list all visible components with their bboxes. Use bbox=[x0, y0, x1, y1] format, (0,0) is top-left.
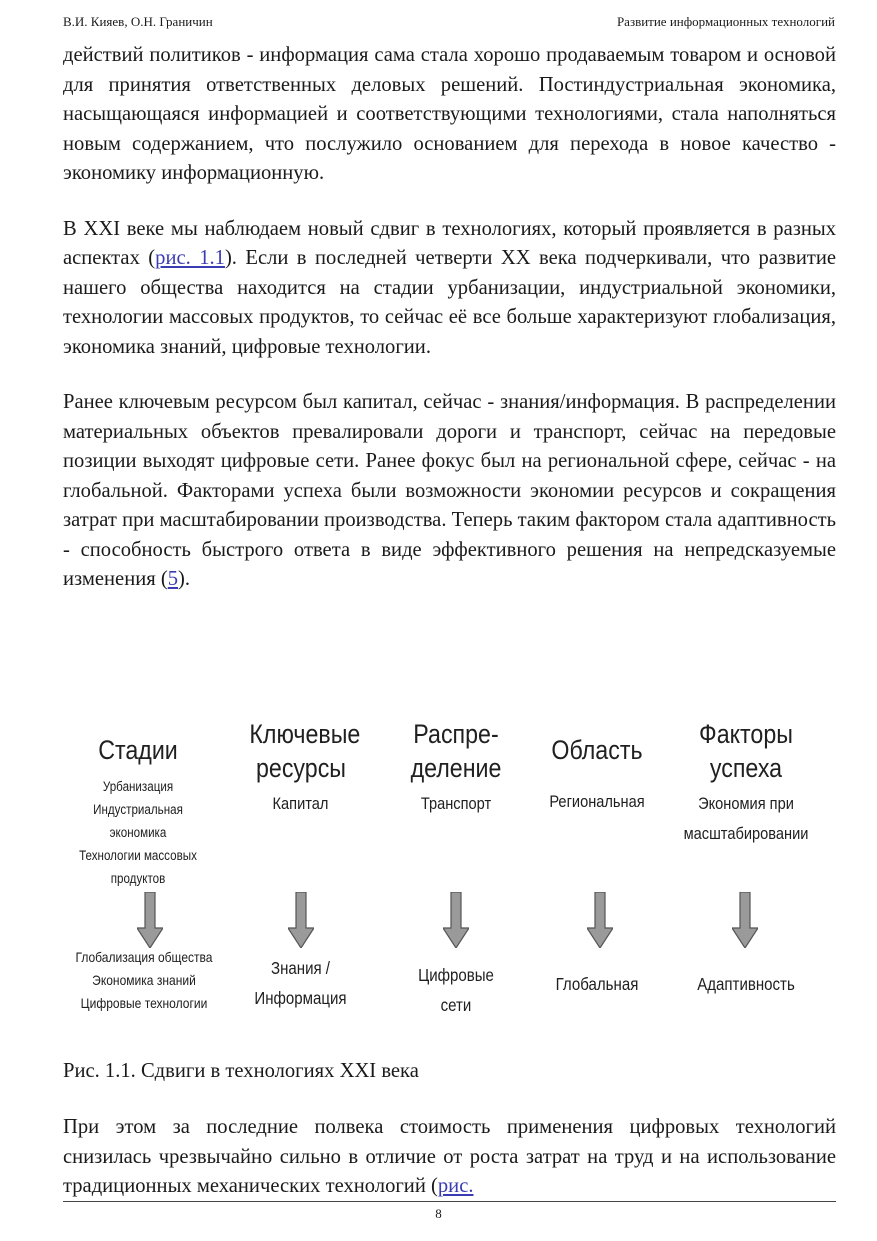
column-heading: Факторы успеха bbox=[699, 719, 793, 783]
paragraph-1: действий политиков - информация сама стала хорошо продаваемым товаром и основой для принятия ответственных деловых решений. Постиндустриальная экономика, насыщающаяся информацией и соответствующими технологиями, стала наполняться новым содержанием, что послужило основанием для перехода в новое качество - экономику информационную. bbox=[63, 44, 836, 184]
column-before-items: Экономия при масштабировании bbox=[683, 794, 809, 843]
paragraph-2: В XXI веке мы наблюдаем новый сдвиг в технологиях, который проявляется в разных аспектах (рис. 1.1). Если в последней четверти XX века подчеркивали, что развитие нашего общества находится на стадии урбанизации, индустриальной экономики, технологии массовых продуктов, то сейчас её все больше характеризуют глобализация, экономика знаний, цифровые технологии. bbox=[63, 217, 837, 358]
figure-reference-link[interactable]: рис. bbox=[437, 1175, 474, 1197]
down-arrow-icon bbox=[587, 892, 613, 948]
figure-column-stages bbox=[63, 705, 213, 1011]
figure-column-distribution bbox=[391, 705, 521, 1015]
figure-column-resources bbox=[223, 705, 378, 1008]
paragraph-4: При этом за последние полвека стоимость применения цифровых технологий снизилась чрезвычайно сильно в отличие от роста затрат на труд и на использование традиционных механических технологий (рис. bbox=[63, 1116, 836, 1197]
down-arrow-icon bbox=[288, 892, 314, 948]
column-before-items: Капитал bbox=[272, 794, 329, 813]
column-after-items: Глобальная bbox=[555, 974, 639, 994]
column-before-items: Транспорт bbox=[420, 794, 492, 813]
column-heading: Распре-деление bbox=[410, 719, 502, 783]
column-after-items: Цифровые сети bbox=[418, 965, 494, 1015]
column-before-items: Урбанизация Индустриальная экономика Технологии массовых продуктов bbox=[79, 779, 197, 886]
column-heading: Ключевые ресурсы bbox=[249, 719, 361, 783]
header-authors: В.И. Кияев, О.Н. Граничин bbox=[63, 14, 213, 29]
page-number: 8 bbox=[435, 1206, 442, 1221]
page-header bbox=[63, 14, 835, 30]
down-arrow-icon bbox=[443, 892, 469, 948]
paragraph-3: Ранее ключевым ресурсом был капитал, сейчас - знания/информация. В распределении материальных объектов превалировали дороги и транспорт, сейчас на передовые позиции выходят цифровые сети. Ранее фокус был на региональной сфере, сейчас - на глобальной. Факторами успеха были возможности экономии ресурсов и сокращения затрат при масштабировании производства. Теперь таким фактором стала адаптивность - способность быстрого ответа в виде эффективного решения на непредсказуемые изменения (5). bbox=[63, 391, 836, 590]
footer-divider bbox=[63, 1201, 836, 1202]
figure-technology-shifts bbox=[63, 705, 836, 1035]
down-arrow-icon bbox=[732, 892, 758, 948]
column-after-items: Глобализация общества Экономика знаний Цифровые технологии bbox=[75, 949, 213, 1011]
column-heading: Область bbox=[551, 735, 643, 765]
column-after-items: Адаптивность bbox=[697, 974, 795, 994]
column-heading: Стадии bbox=[98, 735, 178, 765]
body-text bbox=[63, 41, 836, 595]
figure-column-area bbox=[523, 705, 671, 994]
citation-link[interactable]: 5 bbox=[167, 568, 179, 590]
figure-reference-link[interactable]: рис. 1.1 bbox=[155, 247, 225, 269]
header-title: Развитие информационных технологий bbox=[616, 14, 835, 29]
figure-caption: Рис. 1.1. Сдвиги в технологиях XXI века bbox=[63, 1060, 419, 1082]
figure-column-success-factors bbox=[661, 705, 831, 994]
down-arrow-icon bbox=[137, 892, 163, 948]
column-before-items: Региональная bbox=[549, 792, 645, 811]
column-after-items: Знания / Информация bbox=[254, 958, 347, 1008]
